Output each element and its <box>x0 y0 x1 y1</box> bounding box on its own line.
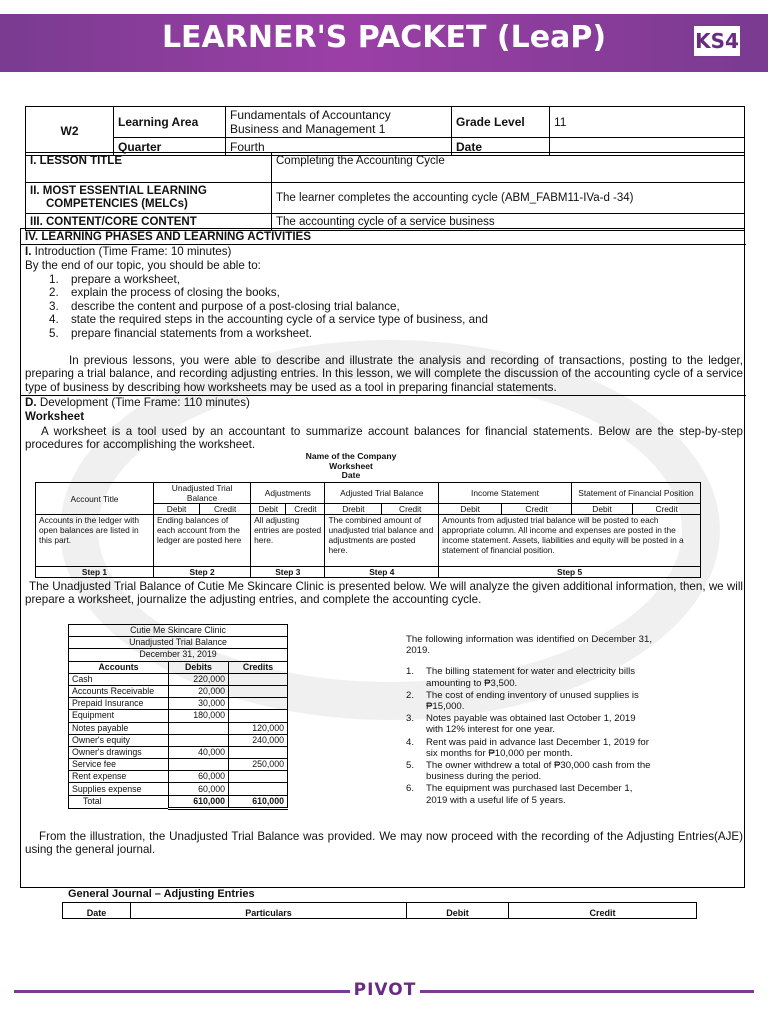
ws-step-label: Step 4 <box>325 567 439 578</box>
table-row: Equipment 180,000 <box>69 710 288 722</box>
content-value: The accounting cycle of a service business <box>272 214 745 231</box>
quarter-value: Fourth <box>226 138 452 156</box>
worksheet-heading: Worksheet <box>25 410 85 423</box>
tb-col-debits: Debits <box>169 661 229 673</box>
ws-step4-desc: The combined amount of unadjusted trial balance and adjustments are posted here. <box>325 515 439 567</box>
ws-col-is: Income Statement <box>439 483 572 504</box>
table-row: Owner's drawings 40,000 <box>69 746 288 758</box>
ws-debit: Debit <box>571 504 632 515</box>
worksheet-template-table <box>35 482 701 578</box>
content-label: III. CONTENT/CORE CONTENT <box>26 214 272 231</box>
header-table <box>25 106 745 156</box>
grade-level-label: Grade Level <box>452 107 550 138</box>
additional-info <box>406 634 652 807</box>
list-item: 5. prepare financial statements from a worksheet. <box>49 326 313 340</box>
table-row: Accounts Receivable 20,000 <box>69 685 288 697</box>
gj-col-date: Date <box>63 903 131 919</box>
week-label: W2 <box>26 107 114 156</box>
tb-date: December 31, 2019 <box>69 649 288 661</box>
table-row: Cash 220,000 <box>69 673 288 685</box>
general-journal-table <box>62 902 697 919</box>
ws-credit: Credit <box>286 504 325 515</box>
phases-title: IV. LEARNING PHASES AND LEARNING ACTIVITIES <box>25 230 312 243</box>
melc-value: The learner completes the accounting cycle (ABM_FABM11-IVa-d -34) <box>272 183 745 214</box>
tb-col-credits: Credits <box>229 661 288 673</box>
table-row: Service fee 250,000 <box>69 759 288 771</box>
gj-col-particulars: Particulars <box>131 903 407 919</box>
ws-col-adj: Adjustments <box>251 483 325 504</box>
ws-credit: Credit <box>200 504 251 515</box>
lesson-info-table <box>25 152 745 231</box>
ws-step-label: Step 2 <box>154 567 251 578</box>
grade-level-value: 11 <box>550 107 745 138</box>
list-item: 1. prepare a worksheet, <box>49 273 180 286</box>
ws-step-label: Step 1 <box>36 567 154 578</box>
table-row: Owner's equity 240,000 <box>69 734 288 746</box>
list-item: 3. Notes payable was obtained last October 1, 2019 with 12% interest for one year. <box>406 713 636 736</box>
worksheet-paragraph: A worksheet is a tool used by an accountant to summarize account balances for financial statements. Below are the step-by-step procedures for accomplishing the worksheet. <box>25 425 743 452</box>
list-item: 1. The billing statement for water and electricity bills amounting to ₱3,500. <box>406 666 636 689</box>
trial-balance-table <box>68 624 288 810</box>
intro-paragraph: In previous lessons, you were able to describe and illustrate the analysis and recording of transactions, posting to the ledger, preparing a trial balance, and recording adjusting entries. In this lesson, we will complete the discussion of the accounting cycle of a service type of business by describing how worksheets may be used as a tool in preparing financial statements. <box>25 354 743 394</box>
utb-paragraph: The Unadjusted Trial Balance of Cutie Me Skincare Clinic is presented below. We will analyze the given additional information, then, we will prepare a worksheet, journalize the adjusting entries, and complete the accounting cycle. <box>25 580 743 607</box>
ws-credit: Credit <box>382 504 439 515</box>
ws-step-label: Step 5 <box>439 567 701 578</box>
ws-step-label: Step 3 <box>251 567 325 578</box>
gj-col-credit: Credit <box>509 903 697 919</box>
ws-debit: Debit <box>439 504 502 515</box>
learning-area-label: Learning Area <box>114 107 226 138</box>
table-row: Supplies expense 60,000 <box>69 783 288 795</box>
ks4-badge: KS4 <box>692 24 742 58</box>
lesson-title-label: I. LESSON TITLE <box>26 153 272 183</box>
journal-title: General Journal – Adjusting Entries <box>68 888 255 900</box>
ws-step1-desc: Accounts in the ledger with open balances are listed in this part. <box>36 515 154 567</box>
development-heading: D. Development (Time Frame: 110 minutes) <box>25 396 250 409</box>
lesson-title-value: Completing the Accounting Cycle <box>272 153 745 183</box>
ws-debit: Debit <box>154 504 200 515</box>
ws-step5-desc: Amounts from adjusted trial balance will be posted to each appropriate column. All income and expenses are posted in the income statement. Assets, liabilities and equity will be posted in a statement of financial position. <box>439 515 701 567</box>
ws-debit: Debit <box>251 504 286 515</box>
list-item: 2. The cost of ending inventory of unused supplies is ₱15,000. <box>406 689 639 713</box>
ws-step3-desc: All adjusting entries are posted here. <box>251 515 325 567</box>
intro-heading: I. Introduction (Time Frame: 10 minutes) <box>25 245 232 258</box>
ws-col-atb: Adjusted Trial Balance <box>325 483 439 504</box>
ws-credit: Credit <box>502 504 572 515</box>
quarter-label: Quarter <box>114 138 226 156</box>
list-item: 2. explain the process of closing the books, <box>49 286 280 300</box>
ws-step2-desc: Ending balances of each account from the ledger are posted here <box>154 515 251 567</box>
table-row: Rent expense 60,000 <box>69 771 288 783</box>
ws-col-account: Account Title <box>36 483 154 515</box>
table-row: Notes payable 120,000 <box>69 722 288 734</box>
ws-col-utb: Unadjusted Trial Balance <box>154 483 251 504</box>
closing-paragraph: From the illustration, the Unadjusted Trial Balance was provided. We may now proceed with the recording of the Adjusting Entries(AJE) using the general journal. <box>25 830 743 857</box>
banner-title: LEARNER'S PACKET (LeaP) <box>161 20 607 55</box>
intro-lead: By the end of our topic, you should be able to: <box>25 259 261 272</box>
date-label: Date <box>452 138 550 156</box>
table-row: Prepaid Insurance 30,000 <box>69 698 288 710</box>
tb-total-row: Total 610,000 610,000 <box>69 795 288 808</box>
info-list <box>406 666 652 805</box>
list-item: 6. The equipment was purchased last December 1, 2019 with a useful life of 5 years. <box>406 783 633 806</box>
list-item: 5. The owner withdrew a total of ₱30,000 cash from the business during the period. <box>406 760 651 783</box>
learning-area-value: Fundamentals of Accountancy Business and Management 1 <box>226 107 452 138</box>
tb-title: Unadjusted Trial Balance <box>69 637 288 649</box>
worksheet-title: Name of the Company Worksheet Date <box>305 451 397 481</box>
ws-debit: Drebit <box>325 504 382 515</box>
info-intro: The following information was identified on December 31, 2019. <box>406 634 652 657</box>
list-item: 3. describe the content and purpose of a post-closing trial balance, <box>49 299 400 313</box>
tb-col-accounts: Accounts <box>69 661 169 673</box>
objectives-list <box>49 273 488 340</box>
pivot-logo: PIVOT <box>350 980 420 1002</box>
ws-col-sfp: Statement of Financial Position <box>571 483 700 504</box>
list-item: 4. state the required steps in the accounting cycle of a service type of business, and <box>49 313 488 327</box>
gj-col-debit: Debit <box>407 903 509 919</box>
melc-label: II. MOST ESSENTIAL LEARNING COMPETENCIES (MELCs) <box>26 183 272 214</box>
ws-credit: Credit <box>633 504 701 515</box>
tb-company: Cutie Me Skincare Clinic <box>69 625 288 637</box>
list-item: 4. Rent was paid in advance last December 1, 2019 for six months for ₱10,000 per month. <box>406 736 649 759</box>
